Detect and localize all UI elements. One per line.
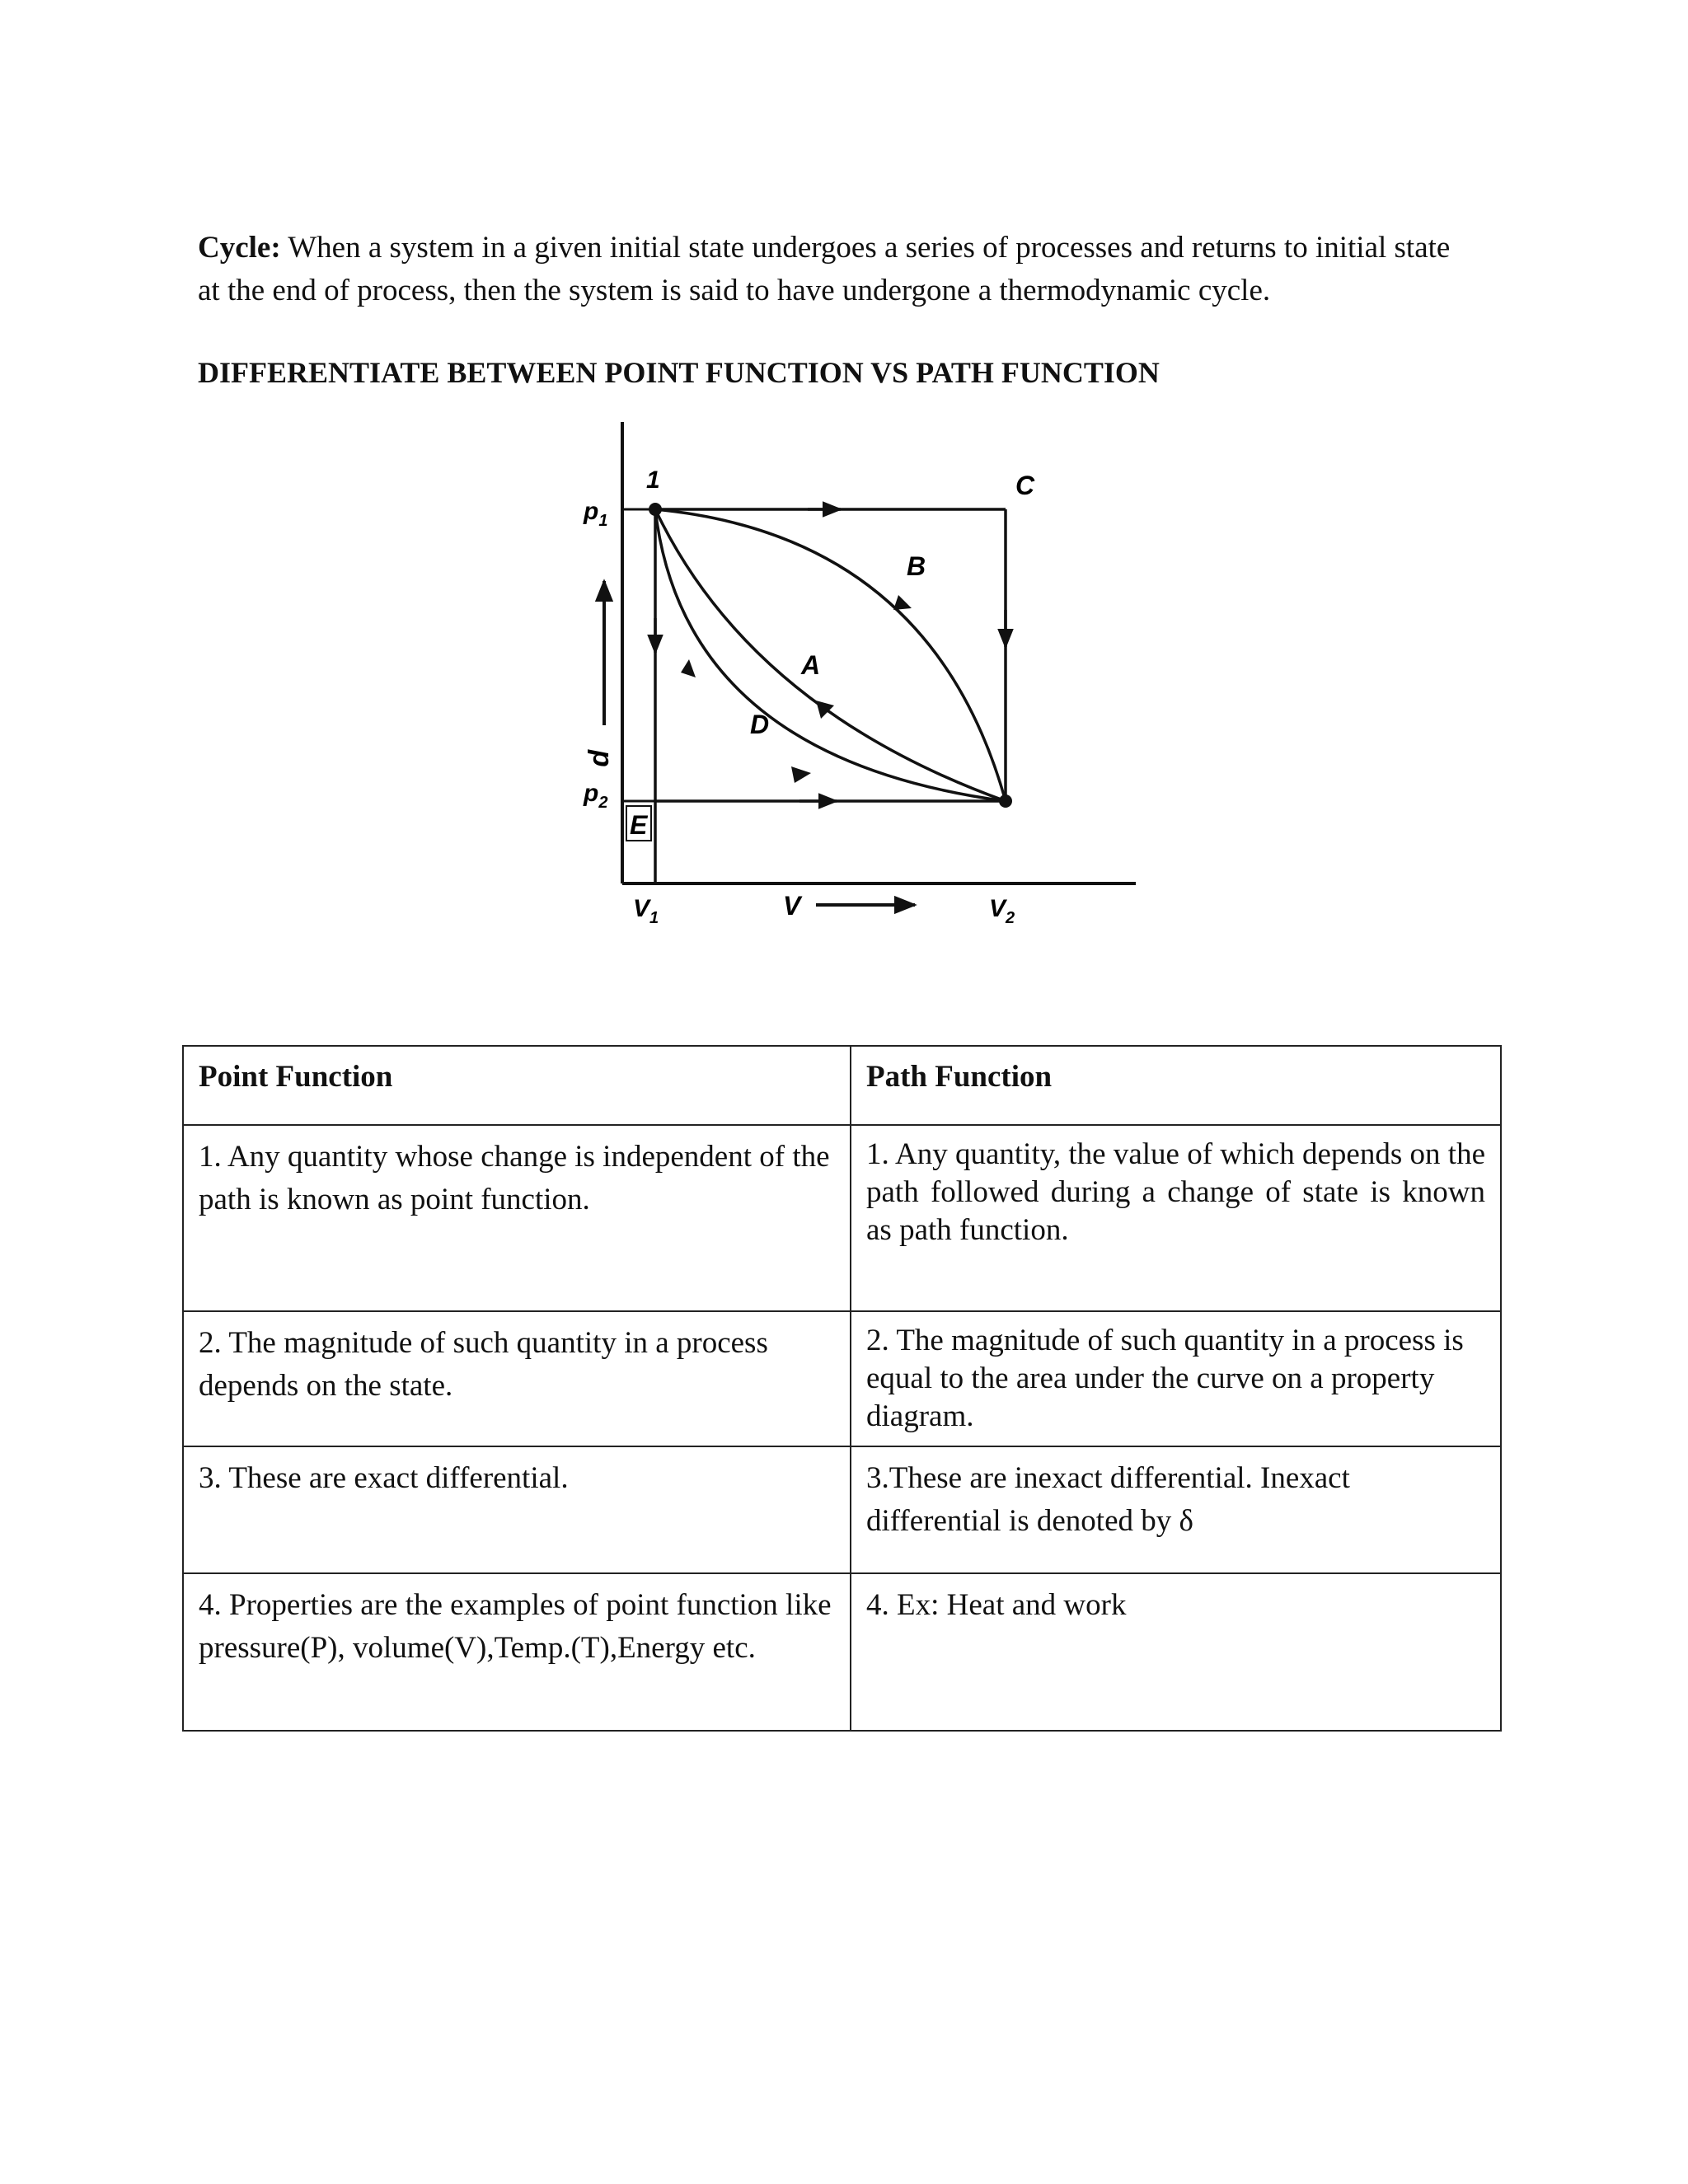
table-row xyxy=(183,1125,1501,1311)
curve-d xyxy=(655,509,1006,801)
path-cell: 2. The magnitude of such quantity in a process is equal to the area under the curve on a property diagram. xyxy=(851,1311,1501,1446)
section-heading: DIFFERENTIATE BETWEEN POINT FUNCTION VS PATH FUNCTION xyxy=(198,356,1160,389)
v1-label: $V_1$ xyxy=(633,895,659,927)
p2-label: $p_2$ xyxy=(584,780,608,812)
state-1-label: 1 xyxy=(646,466,660,494)
point-cell: 1. Any quantity whose change is independent of the path is known as point function. xyxy=(183,1125,851,1311)
header-path-function: Path Function xyxy=(851,1046,1501,1125)
table-row xyxy=(183,1446,1501,1573)
p1-label: $p_1$ xyxy=(584,498,608,530)
pv-diagram xyxy=(544,412,1154,960)
curve-b-label: B xyxy=(907,551,926,581)
header-point-function: Point Function xyxy=(183,1046,851,1125)
point-cell: 4. Properties are the examples of point function like pressure(P), volume(V),Temp.(T),Energy etc. xyxy=(183,1573,851,1731)
cycle-text: When a system in a given initial state undergoes a series of processes and returns to initial state at the end of process, then the system is said to have undergone a thermodynamic cycle. xyxy=(198,231,1451,307)
table-row xyxy=(183,1573,1501,1731)
point-cell: 2. The magnitude of such quantity in a process depends on the state. xyxy=(183,1311,851,1446)
path-c-label: C xyxy=(1015,471,1035,500)
point-cell: 3. These are exact differential. xyxy=(183,1446,851,1573)
path-cell: 1. Any quantity, the value of which depends on the path followed during a change of state is known as path function. xyxy=(851,1125,1501,1311)
comparison-table xyxy=(182,1045,1502,1732)
v2-label: $V_2$ xyxy=(989,895,1015,927)
v-axis-label: V xyxy=(783,891,801,921)
state-2-point xyxy=(999,794,1012,808)
path-e-label: E xyxy=(630,810,648,840)
table-row xyxy=(183,1311,1501,1446)
cycle-term: Cycle: xyxy=(198,231,281,265)
path-cell: 3.These are inexact differential. Inexact differential is denoted by δ xyxy=(851,1446,1501,1573)
cycle-definition xyxy=(198,227,1451,312)
path-cell: 4. Ex: Heat and work xyxy=(851,1573,1501,1731)
curve-a-label: A xyxy=(801,650,821,680)
table-header-row xyxy=(183,1046,1501,1125)
curve-d-label: D xyxy=(750,710,770,739)
p-axis-label: p xyxy=(587,750,618,767)
state-1-point xyxy=(649,503,662,516)
